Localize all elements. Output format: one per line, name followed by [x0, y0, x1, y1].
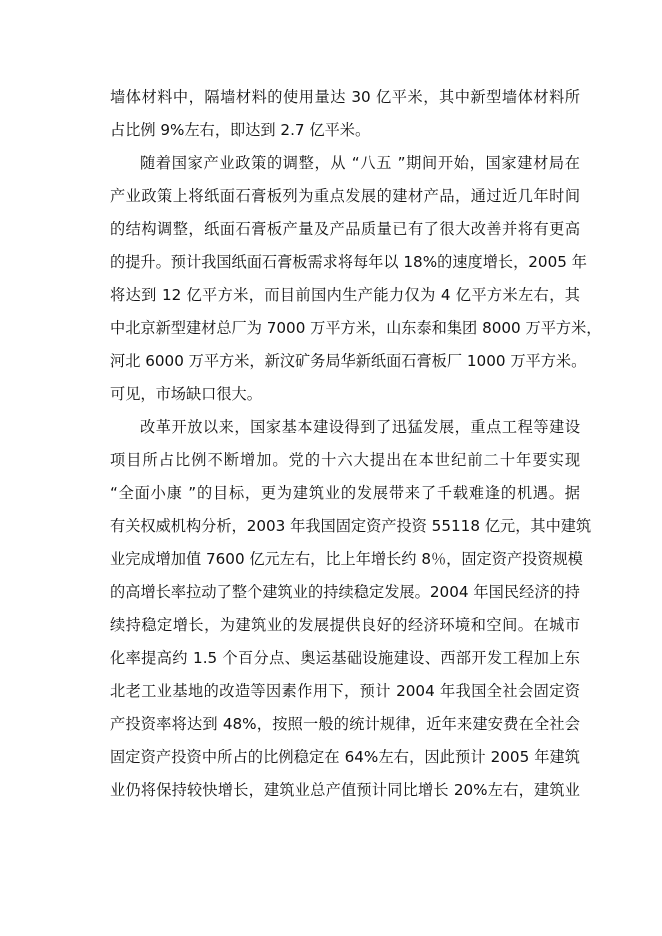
paragraph-first-line: 改革开放以来，国家基本建设得到了迅猛发展，重点工程等建设	[140, 418, 580, 436]
text-line: 将达到 12 亿平方米，而目前国内生产能力仅为 4 亿平方米左右，其	[110, 286, 580, 304]
text-line: 占比例 9%左右，即达到 2.7 亿平米。	[110, 121, 371, 139]
paragraph-first-line: 随着国家产业政策的调整，从 “八五 ”期间开始，国家建材局在	[140, 154, 580, 172]
text-line: 续持稳定增长，为建筑业的发展提供良好的经济环境和空间。在城市	[110, 616, 580, 634]
text-line: 的结构调整，纸面石膏板产量及产品质量已有了很大改善并将有更高	[110, 220, 580, 238]
text-line: 的高增长率拉动了整个建筑业的持续稳定发展。2004 年国民经济的持	[110, 583, 580, 601]
text-line: 固定资产投资中所占的比例稳定在 64%左右，因此预计 2005 年建筑	[110, 748, 580, 766]
text-line: 的提升。预计我国纸面石膏板需求将每年以 18%的速度增长，2005 年	[110, 253, 587, 271]
text-line: 可见，市场缺口很大。	[110, 385, 262, 403]
text-line: 中北京新型建材总厂为 7000 万平方米，山东泰和集团 8000 万平方米，	[110, 319, 602, 337]
text-line: 业完成增加值 7600 亿元左右，比上年增长约 8％，固定资产投资规模	[110, 550, 583, 568]
text-line: 项目所占比例不断增加。党的十六大提出在本世纪前二十年要实现	[110, 451, 580, 469]
text-line: 北老工业基地的改造等因素作用下，预计 2004 年我国全社会固定资	[110, 682, 580, 700]
text-line: 有关权威机构分析，2003 年我国固定资产投资 55118 亿元，其中建筑	[110, 517, 592, 535]
text-line: 业仍将保持较快增长，建筑业总产值预计同比增长 20%左右，建筑业	[110, 781, 580, 799]
text-line: 产业政策上将纸面石膏板列为重点发展的建材产品，通过近几年时间	[110, 187, 580, 205]
text-line: 墙体材料中，隔墙材料的使用量达 30 亿平米，其中新型墙体材料所	[110, 88, 580, 106]
text-line: 河北 6000 万平方米，新汶矿务局华新纸面石膏板厂 1000 万平方米。	[110, 352, 587, 370]
text-line: 产投资率将达到 48%，按照一般的统计规律，近年来建安费在全社会	[110, 715, 580, 733]
text-line: 化率提高约 1.5 个百分点、奥运基础设施建设、西部开发工程加上东	[110, 649, 580, 667]
text-line: “全面小康 ”的目标，更为建筑业的发展带来了千载难逢的机遇。据	[110, 484, 580, 502]
